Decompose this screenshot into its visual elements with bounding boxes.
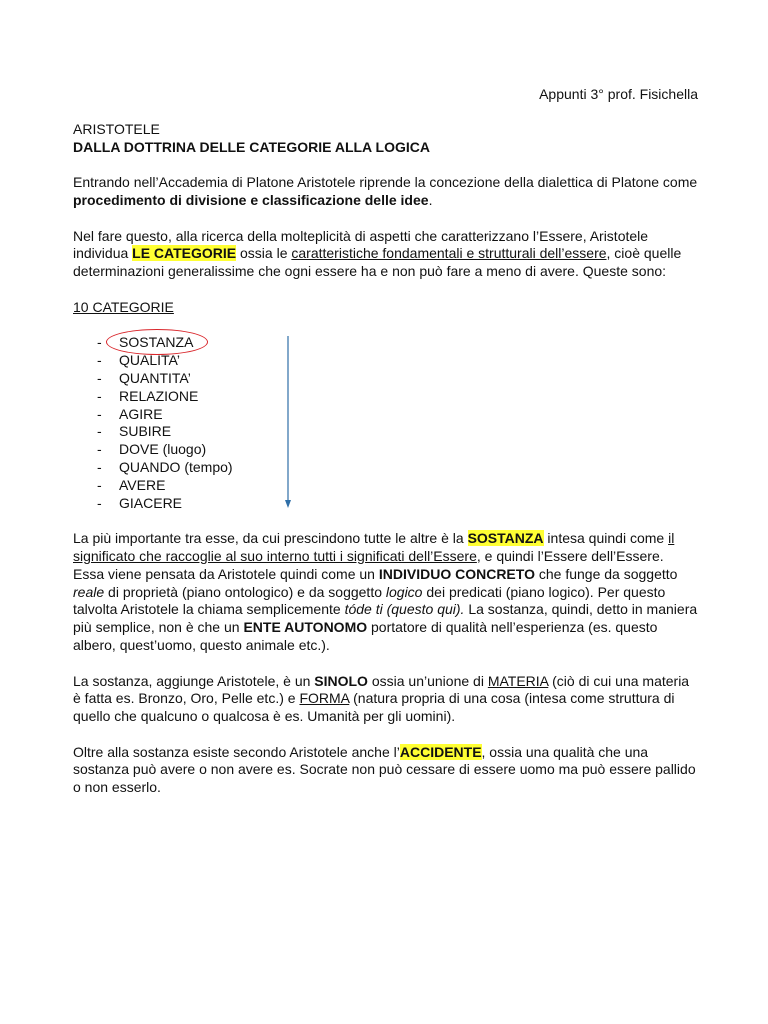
document-page [73, 86, 698, 815]
highlight-le-categorie: LE CATEGORIE [132, 245, 237, 262]
paragraph-sostanza: La più importante tra esse, da cui prescindono tutte le altre è la SOSTANZA intesa quindi come il significato che raccoglie al suo interno tutti i significati dell’Essere, e quindi l’Essere dell’Essere. Essa viene pensata da Aristotele quindi come un INDIVIDUO CONCRETO che funge da soggetto reale di proprietà (piano ontologico) e da soggetto logico dei predicati (piano logico). Per questo talvolta Aristotele la chiama semplicemente tóde ti (questo qui). La sostanza, quindi, detto in maniera più semplice, non è che un ENTE AUTONOMO portatore di qualità nell’esperienza (es. questo albero, quest’uomo, questo animale etc.). [73, 530, 698, 653]
list-item: - SOSTANZA [73, 334, 698, 352]
underlined-phrase: caratteristiche fondamentali e strutturali dell’essere [291, 245, 607, 262]
title-block [73, 121, 698, 157]
bold-word: SINOLO [314, 672, 368, 689]
list-item: - QUALITA’ [97, 352, 180, 369]
categories-heading: 10 CATEGORIE [73, 298, 174, 315]
list-item: - AVERE [97, 476, 166, 493]
list-item: - QUANDO (tempo) [97, 458, 233, 475]
paragraph-accidente: Oltre alla sostanza esiste secondo Aristotele anche l’ACCIDENTE, ossia una qualità che una sostanza può avere o non avere es. Socrate non può cessare di essere uomo ma può essere pallido o non esserlo. [73, 743, 696, 796]
underlined-word: FORMA [299, 690, 350, 707]
down-arrow-icon [285, 336, 291, 508]
underlined-phrase: il significato che raccoglie al suo interno tutti i significati dell’Essere [73, 530, 675, 564]
list-item: - SUBIRE [97, 423, 172, 440]
bold-phrase: ENTE AUTONOMO [243, 619, 368, 636]
paragraph-categories-intro: Nel fare questo, alla ricerca della molteplicità di aspetti che caratterizzano l’Essere, Aristotele individua LE CATEGORIE ossia le caratteristiche fondamentali e strutturali dell’essere, cioè quelle determinazioni generalissime che ogni essere ha e non può fare a meno di avere. Queste sono: [73, 227, 682, 280]
italic-word: reale [73, 583, 105, 600]
list-item: - GIACERE [97, 494, 183, 511]
document-author-title: ARISTOTELE [73, 120, 160, 137]
highlight-sostanza: SOSTANZA [467, 530, 544, 547]
document-title: DALLA DOTTRINA DELLE CATEGORIE ALLA LOGICA [73, 138, 430, 155]
highlight-accidente: ACCIDENTE [399, 743, 482, 760]
bold-phrase: procedimento di divisione e classificazione delle idee [73, 191, 429, 208]
paragraph-sinolo: La sostanza, aggiunge Aristotele, è un SINOLO ossia un’unione di MATERIA (ciò di cui una materia è fatta es. Bronzo, Oro, Pelle etc.) e FORMA (natura propria di una cosa (intesa come struttura di quello che qualcuno o qualcosa è es. Umanità per gli uomini). [73, 672, 690, 725]
list-item: - AGIRE [97, 405, 163, 422]
italic-word: logico [385, 583, 423, 600]
italic-phrase: tóde ti (questo qui). [344, 601, 465, 618]
underlined-word: MATERIA [487, 672, 549, 689]
bold-phrase: INDIVIDUO CONCRETO [378, 565, 535, 582]
header-note: Appunti 3° prof. Fisichella [539, 86, 698, 102]
list-item: - RELAZIONE [97, 387, 199, 404]
categories-list [73, 334, 698, 512]
list-item: - QUANTITA’ [97, 369, 191, 386]
paragraph-intro: Entrando nell’Accademia di Platone Aristotele riprende la concezione della dialettica di Platone come procedimento di divisione e classificazione delle idee. [73, 174, 698, 208]
list-item: - DOVE (luogo) [97, 441, 207, 458]
